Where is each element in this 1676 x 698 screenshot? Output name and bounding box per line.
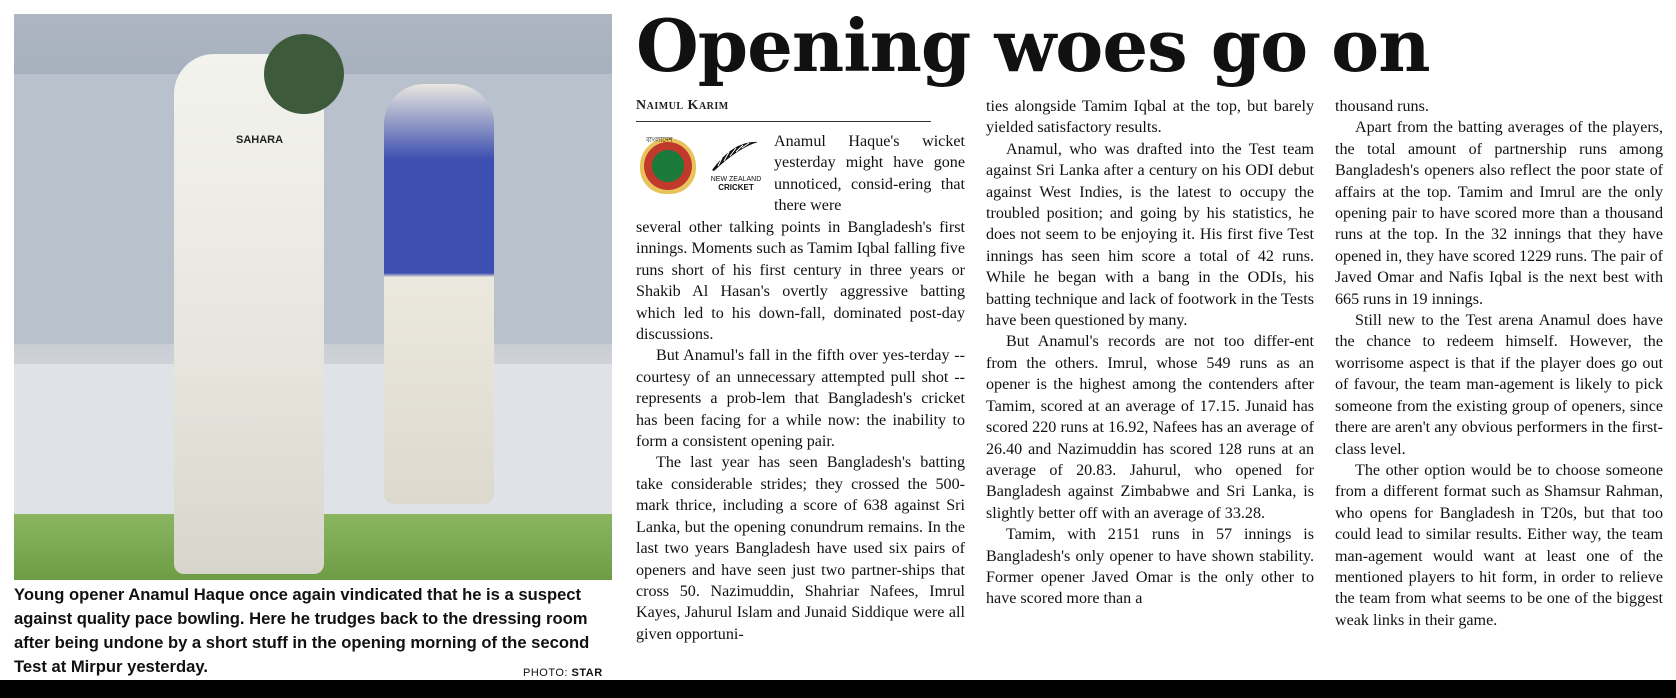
headline: Opening woes go on [636,3,1430,88]
article-column-2 [986,96,1314,610]
column3-paragraph: Apart from the batting averages of the players, the total amount of partnership runs among Bangladesh's openers also reflect the poor state of affairs at the top. Tamim and Imrul are the only opening pair to have scored more than a thousand runs at the top. In the 32 innings that they have opened in, they have scored 1229 runs. The pair of Javed Omar and Nafis Iqbal is the next best with 665 runs in 19 innings. [1335,119,1663,308]
byline-rule [636,121,931,122]
column1-paragraph: The last year has seen Bangladesh's batting take considerable strides; they crossed the 500-mark thrice, including a score of 638 against Sri Lanka, but the opening conundrum remains. In the last two years Bangladesh have used six pairs of openers and have seen just two partner-ships that cross 50. Nazimuddin, Shahriar Nafees, Imrul Kayes, Jahurul Islam and Junaid Siddique were all given opportuni- [636,454,965,643]
silver-fern-icon [708,138,760,174]
shirt-sponsor-text: SAHARA [236,134,284,146]
column2-paragraph: Anamul, who was drafted into the Test team against Sri Lanka after a century on his ODI debut against West Indies, is the latest to occupy the troubled position; and going by his statistics, he does not seem to be enjoying it. His first five Test innings has seen him score a total of 42 runs. While he began with a bang in the ODIs, his batting technique and lack of footwork in the Tests have been questioned by many. [986,140,1314,330]
photo-caption: Young opener Anamul Haque once again vindicated that he is a suspect against quality pace bowling. Here he trudges back to the dressing room after being undone by a short stuff in the opening morning of the second Test at Mirpur yesterday. [14,585,590,676]
nz-logo-line2: CRICKET [718,183,754,192]
batsman-anamul-haque [174,54,324,574]
column3-paragraph: Still new to the Test arena Anamul does have the chance to redeem himself. However, the worrisome aspect is that if the player does go out of favour, the team man-agement is likely to pick someone from the existing group of openers, since there are aren't any obvious performers in the first-class level. [1335,312,1663,458]
column2-paragraph: Tamim, with 2151 runs in 57 innings is Bangladesh's only opener to have shown stability. Former opener Javed Omar is the only other to have scored more than a [986,526,1314,608]
column2-paragraph: ties alongside Tamim Iqbal at the top, but barely yielded satisfactory results. [986,98,1314,137]
photo-credit-prefix: PHOTO: [523,667,568,679]
photo-credit [523,667,603,679]
new-zealand-cricket-logo-text [710,176,762,192]
cricket-photo [14,14,612,580]
batsman-helmet [264,34,344,114]
bangladesh-cricket-logo [640,138,696,194]
column3-paragraph: The other option would be to choose someone from a different format such as Shamsur Rahman, who opens for Bangladesh in T20s, but that too could lead to similar results. Either way, the team man-agement would want at least one of the mentioned players to hit form, in order to relieve the team from what seems to be one of the biggest weak links in their game. [1335,461,1663,629]
column2-paragraph: But Anamul's records are not too differ-ent from the others. Imrul, whose 549 runs as an opener is the highest among the contenders after Tamim, scored at an average of 17.15. Junaid has scored 220 runs at 16.92, Nafees has an average of 26.40 and Nazimuddin has scored 128 runs at an average of 20.83. Jahurul, who opened for Bangladesh against Zimbabwe and Sri Lanka, is slightly better off with an average of 33.28. [986,333,1314,522]
article-column-1 [636,217,965,645]
fielder-in-blue-bib [384,84,494,504]
column1-paragraph: several other talking points in Bangladesh's first innings. Moments such as Tamim Iqbal falling five runs short of his first century in three years or Shakib Al Hasan's overtly aggressive batting which led to his down-fall, dominated post-day discussions. [636,219,965,344]
byline: Naimul Karim [636,98,729,113]
column1-paragraph: But Anamul's fall in the fifth over yes-terday -- courtesy of an unnecessary attempted pull shot -- represents a prob-lem that Bangladesh's cricket has been facing for a while now: the inability to form a consistent opening pair. [636,347,965,451]
column3-paragraph: thousand runs. [1335,98,1429,115]
photo-credit-source: STAR [571,667,603,679]
article-column-3 [1335,96,1663,631]
bcb-logo-text: বাংলাদেশ [646,136,673,144]
team-logos [640,134,766,198]
article-intro: Anamul Haque's wicket yesterday might have gone unnoticed, consid-ering that there were [774,133,965,215]
nz-logo-line1: NEW ZEALAND [710,176,762,183]
